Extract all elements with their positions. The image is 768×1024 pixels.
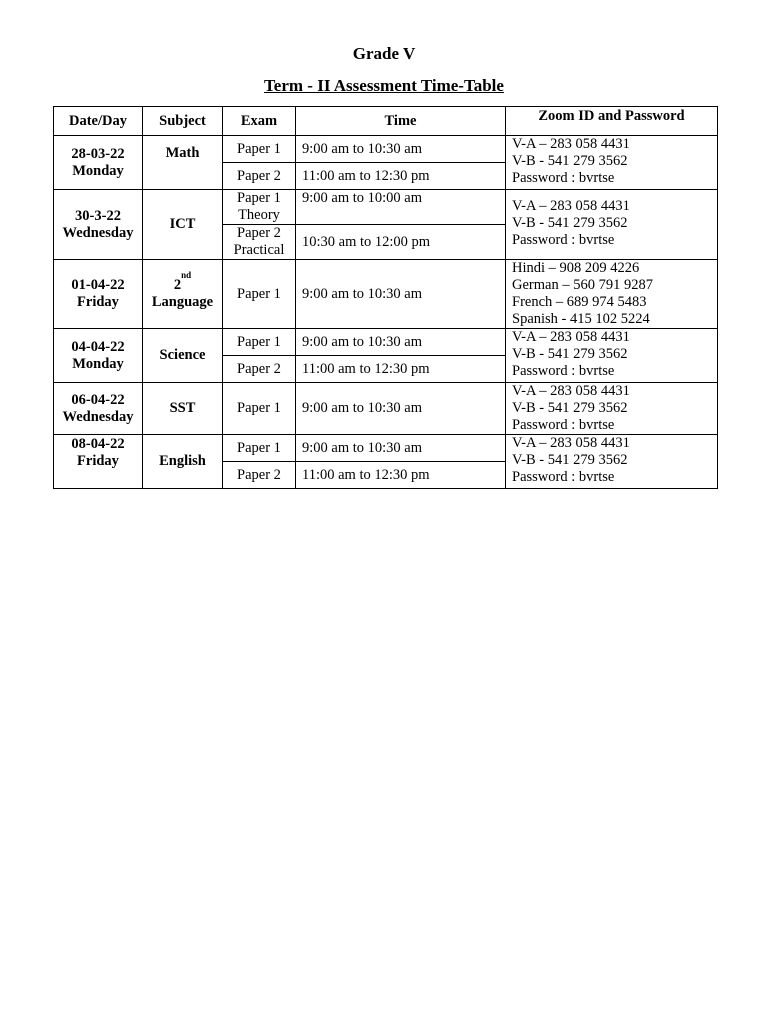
subject-cell: Science: [143, 329, 223, 383]
time-cell: 9:00 am to 10:30 am: [296, 435, 506, 462]
time-cell: 11:00 am to 12:30 pm: [296, 462, 506, 489]
exam-cell: Paper 1: [223, 383, 296, 435]
exam-cell: Paper 1: [223, 435, 296, 462]
table-row: [54, 260, 718, 329]
exam-cell: Paper 2: [223, 163, 296, 190]
exam-cell: Paper 1: [223, 260, 296, 329]
table-row: [54, 190, 718, 225]
time-cell: 9:00 am to 10:30 am: [296, 329, 506, 356]
page-title: Term - II Assessment Time-Table: [264, 76, 504, 95]
date-cell: 08-04-22 Friday: [54, 435, 143, 489]
table-row: [54, 136, 718, 163]
date-cell: 04-04-22 Monday: [54, 329, 143, 383]
subject-cell: 2nd Language: [143, 260, 223, 329]
zoom-cell: V-A – 283 058 4431 V-B - 541 279 3562 Password : bvrtse: [506, 383, 718, 435]
exam-cell: Paper 2 Practical: [223, 225, 296, 260]
date-cell: 01-04-22 Friday: [54, 260, 143, 329]
table-row: [54, 329, 718, 356]
table-row: [54, 383, 718, 435]
time-cell: 9:00 am to 10:00 am: [296, 190, 506, 225]
date-cell: 28-03-22 Monday: [54, 136, 143, 190]
timetable: [53, 106, 718, 489]
table-row: [54, 435, 718, 462]
subject-cell: ICT: [143, 190, 223, 260]
time-cell: 9:00 am to 10:30 am: [296, 136, 506, 163]
zoom-cell: Hindi – 908 209 4226 German – 560 791 9287 French – 689 974 5483 Spanish - 415 102 5224: [506, 260, 718, 329]
exam-cell: Paper 1 Theory: [223, 190, 296, 225]
zoom-cell: V-A – 283 058 4431 V-B - 541 279 3562 Password : bvrtse: [506, 136, 718, 190]
time-cell: 9:00 am to 10:30 am: [296, 260, 506, 329]
zoom-cell: V-A – 283 058 4431 V-B - 541 279 3562 Password : bvrtse: [506, 435, 718, 489]
grade-heading: Grade V: [352, 44, 416, 63]
header-zoom: Zoom ID and Password: [506, 107, 718, 136]
date-cell: 30-3-22 Wednesday: [54, 190, 143, 260]
time-cell: 11:00 am to 12:30 pm: [296, 163, 506, 190]
header-subject: Subject: [143, 107, 223, 136]
time-cell: 9:00 am to 10:30 am: [296, 383, 506, 435]
date-cell: 06-04-22 Wednesday: [54, 383, 143, 435]
header-time: Time: [296, 107, 506, 136]
zoom-cell: V-A – 283 058 4431 V-B - 541 279 3562 Password : bvrtse: [506, 329, 718, 383]
subject-cell: Math: [143, 136, 223, 190]
subject-cell: English: [143, 435, 223, 489]
header-row: [54, 107, 718, 136]
exam-cell: Paper 1: [223, 136, 296, 163]
exam-cell: Paper 1: [223, 329, 296, 356]
time-cell: 11:00 am to 12:30 pm: [296, 356, 506, 383]
exam-cell: Paper 2: [223, 462, 296, 489]
header-exam: Exam: [223, 107, 296, 136]
time-cell: 10:30 am to 12:00 pm: [296, 225, 506, 260]
subject-cell: SST: [143, 383, 223, 435]
header-date: Date/Day: [54, 107, 143, 136]
exam-cell: Paper 2: [223, 356, 296, 383]
zoom-cell: V-A – 283 058 4431 V-B - 541 279 3562 Password : bvrtse: [506, 190, 718, 260]
